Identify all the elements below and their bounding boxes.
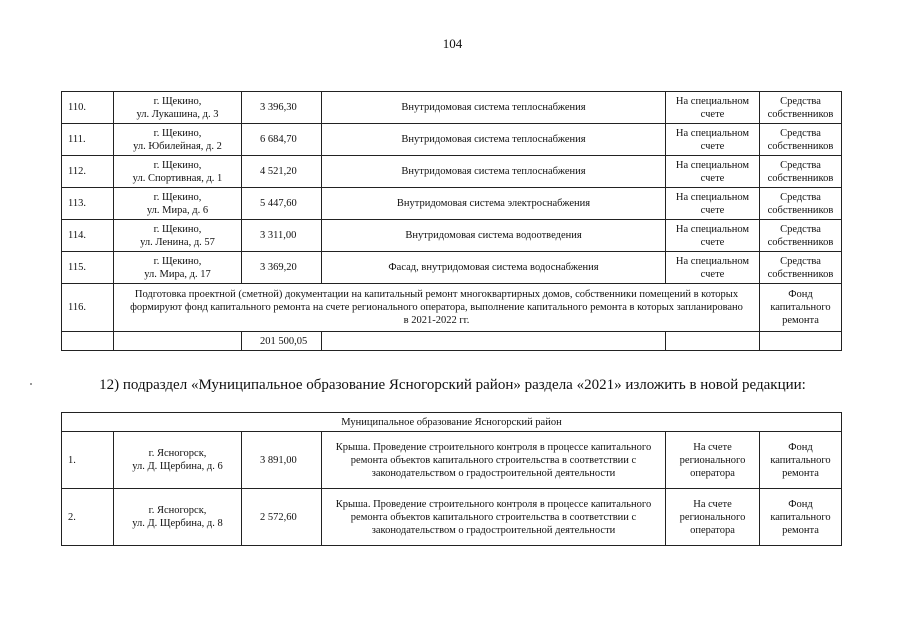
address-cell-line: ул. Мира, д. 17 <box>144 268 211 280</box>
cost-cell-line: 3 396,30 <box>260 102 297 113</box>
funding-source-cell-line: собственников <box>767 140 834 152</box>
account-cell <box>666 92 760 124</box>
row-number-line: 114. <box>68 230 86 241</box>
work-type-cell <box>322 156 666 188</box>
account-cell <box>666 124 760 156</box>
funding-source-cell-line: Фонд <box>788 289 813 300</box>
funding-source-cell <box>760 156 842 188</box>
account-cell-line: регионального <box>679 454 746 466</box>
funding-source-cell-line: Средства <box>780 223 821 235</box>
row-number <box>62 124 114 156</box>
address-cell <box>114 489 242 546</box>
work-type-cell <box>322 124 666 156</box>
funding-source-cell-line: Средства <box>780 191 821 203</box>
account-cell-line: оператора <box>690 467 735 479</box>
address-cell <box>114 156 242 188</box>
account-cell-line: На счете <box>693 498 732 510</box>
funding-source-cell <box>760 92 842 124</box>
total-row <box>62 332 842 351</box>
account-cell-line: На специальном <box>675 95 750 107</box>
funding-source-cell <box>760 284 842 332</box>
table-row <box>62 284 842 332</box>
total-cost <box>242 332 322 351</box>
address-cell-line: ул. Спортивная, д. 1 <box>132 172 223 184</box>
account-cell-line: счете <box>700 108 725 120</box>
account-cell-line: На счете <box>693 441 732 453</box>
account-cell-line: счете <box>700 140 725 152</box>
address-cell-line: г. Щекино, <box>153 95 202 107</box>
table-row <box>62 220 842 252</box>
row-number-line: 116. <box>68 302 86 313</box>
address-cell-line: г. Щекино, <box>153 255 202 267</box>
empty-cell <box>322 332 666 351</box>
address-cell <box>114 220 242 252</box>
account-cell <box>666 432 760 489</box>
row-number-line: 112. <box>68 166 86 177</box>
funding-source-cell-line: ремонта <box>782 524 819 536</box>
funding-source-cell <box>760 188 842 220</box>
account-cell-line: счете <box>700 204 725 216</box>
cost-cell-line: 3 369,20 <box>260 262 297 273</box>
account-cell-line: счете <box>700 236 725 248</box>
address-cell-line: г. Щекино, <box>153 127 202 139</box>
empty-cell <box>114 332 242 351</box>
address-cell-line: г. Ясногорск, <box>148 448 207 459</box>
funding-source-cell-line: Средства <box>780 255 821 267</box>
funding-source-cell <box>760 252 842 284</box>
work-type-cell-line: Крыша. Проведение строительного контроля в процессе капитального ремонта объектов капитального строительства в соответствии с законодательством о градостроительной деятельности <box>335 498 652 536</box>
row-number-line: 111. <box>68 134 86 145</box>
account-cell-line: На специальном <box>675 255 750 267</box>
funding-source-cell-line: капитального <box>770 302 831 313</box>
account-cell <box>666 489 760 546</box>
cost-cell-line: 2 572,60 <box>260 511 297 523</box>
row-number <box>62 188 114 220</box>
account-cell-line: счете <box>700 268 725 280</box>
row-number-line: 2. <box>68 511 76 523</box>
table-row <box>62 252 842 284</box>
cost-cell-line: 4 521,20 <box>260 166 297 177</box>
work-type-cell <box>322 92 666 124</box>
row-number <box>62 92 114 124</box>
account-cell-line: счете <box>700 172 725 184</box>
project-description-cell <box>114 284 760 332</box>
work-type-cell-line: Внутридомовая система теплоснабжения <box>401 166 586 177</box>
cost-cell <box>242 489 322 546</box>
address-cell <box>114 124 242 156</box>
funding-source-cell-line: собственников <box>767 108 834 120</box>
work-type-cell <box>322 252 666 284</box>
work-type-cell-line: Внутридомовая система электроснабжения <box>396 198 591 209</box>
funding-source-cell-line: ремонта <box>782 467 819 479</box>
work-type-cell <box>322 432 666 489</box>
cost-cell-line: 6 684,70 <box>260 134 297 145</box>
funding-source-cell-line: капитального <box>770 511 831 523</box>
work-type-cell <box>322 489 666 546</box>
row-number <box>62 432 114 489</box>
account-cell-line: оператора <box>690 524 735 536</box>
funding-source-cell-line: Фонд <box>788 498 813 510</box>
account-cell-line: На специальном <box>675 223 750 235</box>
address-cell <box>114 432 242 489</box>
table-row <box>62 188 842 220</box>
address-cell-line: ул. Мира, д. 6 <box>146 204 209 216</box>
repair-table-yasnogorsk <box>61 412 842 546</box>
row-number-line: 1. <box>68 454 76 466</box>
row-number-line: 115. <box>68 262 86 273</box>
funding-source-cell-line: собственников <box>767 236 834 248</box>
funding-source-cell <box>760 124 842 156</box>
table-row <box>62 156 842 188</box>
work-type-cell-line: Крыша. Проведение строительного контроля в процессе капитального ремонта объектов капитального строительства в соответствии с законодательством о градостроительной деятельности <box>335 441 652 479</box>
table-row <box>62 489 842 546</box>
cost-cell <box>242 432 322 489</box>
account-cell-line: На специальном <box>675 159 750 171</box>
funding-source-cell-line: собственников <box>767 172 834 184</box>
work-type-cell <box>322 220 666 252</box>
work-type-cell-line: Внутридомовая система теплоснабжения <box>401 134 586 145</box>
account-cell <box>666 220 760 252</box>
funding-source-cell-line: Средства <box>780 95 821 107</box>
address-cell-line: г. Щекино, <box>153 223 202 235</box>
address-cell-line: г. Щекино, <box>153 191 202 203</box>
row-number-line: 113. <box>68 198 86 209</box>
funding-source-cell <box>760 220 842 252</box>
account-cell <box>666 188 760 220</box>
address-cell <box>114 92 242 124</box>
address-cell-line: ул. Юбилейная, д. 2 <box>133 140 222 152</box>
row-number-line: 110. <box>68 102 86 113</box>
account-cell <box>666 252 760 284</box>
funding-source-cell-line: Средства <box>780 127 821 139</box>
cost-cell-line: 3 891,00 <box>260 454 297 466</box>
cost-cell <box>242 188 322 220</box>
empty-cell <box>666 332 760 351</box>
project-description-cell-line: Подготовка проектной (сметной) документации на капитальный ремонт многоквартирных домов, собственники помещений в которых формируют фонд капитального ремонта на счете регионального оператора, выполнение капитального ремонта в которых запланировано в 2021-2022 гг. <box>130 289 743 326</box>
table-row <box>62 124 842 156</box>
table-row <box>62 432 842 489</box>
address-cell-line: ул. Лукашина, д. 3 <box>136 108 219 120</box>
account-cell-line: регионального <box>679 511 746 523</box>
empty-cell <box>62 332 114 351</box>
funding-source-cell-line: Средства <box>780 159 821 171</box>
cost-cell <box>242 92 322 124</box>
section-title: 12) подраздел «Муниципальное образование Ясногорский район» раздела «2021» изложить в новой редакции: <box>99 377 806 393</box>
work-type-cell-line: Внутридомовая система водоотведения <box>405 230 582 241</box>
funding-source-cell <box>760 489 842 546</box>
row-number <box>62 252 114 284</box>
funding-source-cell-line: капитального <box>770 454 831 466</box>
cost-cell-line: 3 311,00 <box>260 230 297 241</box>
work-type-cell <box>322 188 666 220</box>
total-cost-line: 201 500,05 <box>260 335 308 347</box>
account-cell-line: На специальном <box>675 191 750 203</box>
cost-cell <box>242 156 322 188</box>
funding-source-cell-line: собственников <box>767 204 834 216</box>
address-cell <box>114 252 242 284</box>
funding-source-cell-line: ремонта <box>782 315 819 326</box>
address-cell-line: ул. Ленина, д. 57 <box>140 236 215 248</box>
table-header-row <box>62 413 842 432</box>
cost-cell <box>242 124 322 156</box>
row-number <box>62 489 114 546</box>
address-cell-line: ул. Д. Щербина, д. 8 <box>132 518 223 529</box>
address-cell <box>114 188 242 220</box>
funding-source-cell-line: собственников <box>767 268 834 280</box>
cost-cell <box>242 220 322 252</box>
address-cell-line: г. Щекино, <box>153 159 202 171</box>
repair-table-shchekino <box>61 91 842 351</box>
cost-cell-line: 5 447,60 <box>260 198 297 209</box>
account-cell <box>666 156 760 188</box>
funding-source-cell <box>760 432 842 489</box>
row-number <box>62 284 114 332</box>
work-type-cell-line: Фасад, внутридомовая система водоснабжения <box>388 262 599 273</box>
empty-cell <box>760 332 842 351</box>
funding-source-cell-line: Фонд <box>788 441 813 453</box>
page-number: 104 <box>442 36 463 51</box>
table-row <box>62 92 842 124</box>
address-cell-line: г. Ясногорск, <box>148 505 207 516</box>
district-header: Муниципальное образование Ясногорский район <box>62 413 842 432</box>
row-number <box>62 220 114 252</box>
work-type-cell-line: Внутридомовая система теплоснабжения <box>401 102 586 113</box>
cost-cell <box>242 252 322 284</box>
account-cell-line: На специальном <box>675 127 750 139</box>
row-number <box>62 156 114 188</box>
address-cell-line: ул. Д. Щербина, д. 6 <box>132 461 223 472</box>
